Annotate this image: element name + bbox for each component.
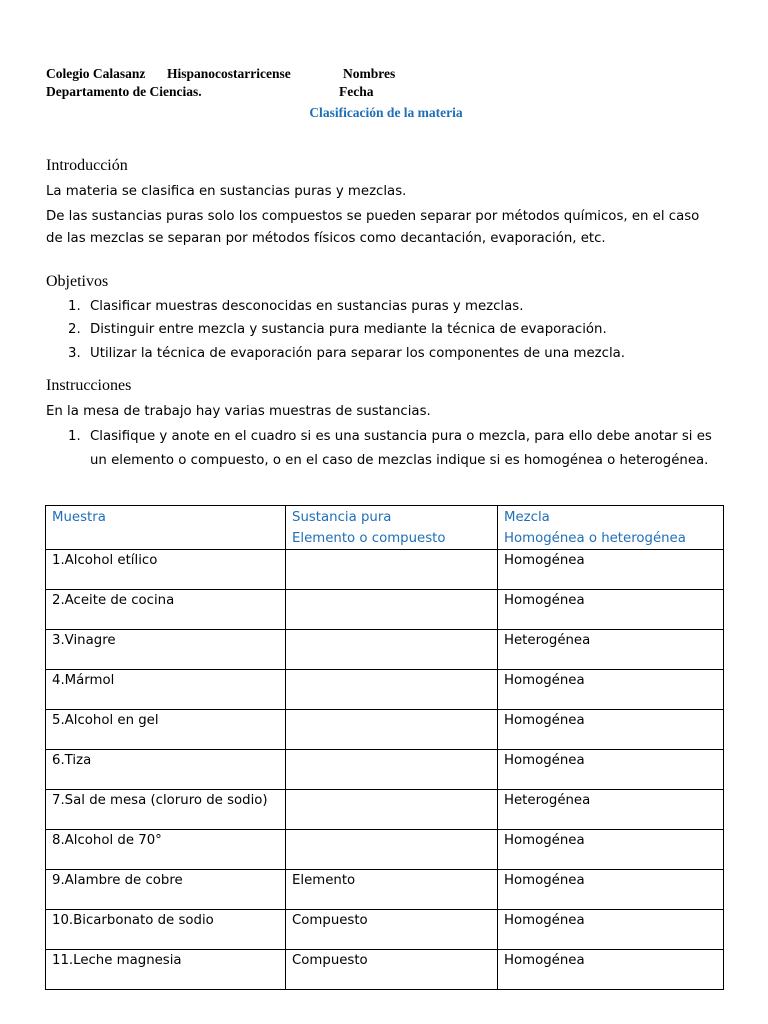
cell-pure: Compuesto	[286, 910, 498, 950]
cell-pure	[286, 830, 498, 870]
school-name: Colegio Calasanz	[46, 66, 146, 81]
table-row	[46, 830, 724, 870]
cell-mixture: Homogénea	[498, 710, 724, 750]
cell-mixture: Heterogénea	[498, 630, 724, 670]
objective-text: Clasificar muestras desconocidas en sustancias puras y mezclas.	[90, 299, 524, 314]
introduction-paragraph-2-line-1: De las sustancias puras solo los compuestos se pueden separar por métodos químicos, en el caso	[46, 209, 700, 224]
header-mixture	[498, 506, 724, 550]
objective-item	[68, 299, 523, 314]
cell-sample: 8.Alcohol de 70°	[46, 830, 286, 870]
table-header-row	[46, 506, 724, 550]
instruction-text: Clasifique y anote en el cuadro si es una sustancia pura o mezcla, para ello debe anotar si es un elemento o compuesto, o en el caso de mezclas indique si es homogénea o heterogénea.	[90, 429, 712, 468]
objectives-heading: Objetivos	[46, 273, 109, 290]
objective-number: 3.	[68, 346, 81, 361]
table-row	[46, 670, 724, 710]
header-mixture-line-1: Mezcla	[504, 510, 550, 525]
cell-pure	[286, 590, 498, 630]
cell-pure	[286, 630, 498, 670]
cell-pure	[286, 550, 498, 590]
cell-mixture: Homogénea	[498, 750, 724, 790]
objective-number: 1.	[68, 299, 81, 314]
table-row	[46, 950, 724, 990]
instruction-number: 1.	[68, 429, 81, 444]
cell-pure	[286, 790, 498, 830]
school-name-2: Hispanocostarricense	[167, 66, 291, 81]
header-pure-substance-line-2: Elemento o compuesto	[292, 531, 446, 546]
table-row	[46, 590, 724, 630]
cell-sample: 3.Vinagre	[46, 630, 286, 670]
table-row	[46, 710, 724, 750]
instruction-item	[68, 425, 728, 472]
objective-text: Utilizar la técnica de evaporación para separar los componentes de una mezcla.	[90, 346, 626, 361]
table-row	[46, 630, 724, 670]
cell-sample: 4.Mármol	[46, 670, 286, 710]
cell-mixture: Homogénea	[498, 830, 724, 870]
cell-pure	[286, 670, 498, 710]
instructions-intro: En la mesa de trabajo hay varias muestras de sustancias.	[46, 404, 431, 419]
date-label: Fecha	[339, 84, 374, 99]
names-label: Nombres	[343, 66, 396, 81]
table-row	[46, 750, 724, 790]
table-row	[46, 910, 724, 950]
cell-mixture: Homogénea	[498, 670, 724, 710]
cell-sample: 7.Sal de mesa (cloruro de sodio)	[46, 790, 286, 830]
department-name: Departamento de Ciencias.	[46, 84, 202, 99]
introduction-paragraph-2-line-2: de las mezclas se separan por métodos físicos como decantación, evaporación, etc.	[46, 231, 606, 246]
cell-mixture: Homogénea	[498, 870, 724, 910]
instructions-heading: Instrucciones	[46, 377, 132, 394]
cell-mixture: Homogénea	[498, 950, 724, 990]
cell-mixture: Heterogénea	[498, 790, 724, 830]
cell-mixture: Homogénea	[498, 550, 724, 590]
cell-sample: 6.Tiza	[46, 750, 286, 790]
cell-pure: Elemento	[286, 870, 498, 910]
header-pure-substance-line-1: Sustancia pura	[292, 510, 392, 525]
cell-sample: 1.Alcohol etílico	[46, 550, 286, 590]
objective-text: Distinguir entre mezcla y sustancia pura mediante la técnica de evaporación.	[90, 322, 607, 337]
header-mixture-line-2: Homogénea o heterogénea	[504, 531, 686, 546]
header-sample	[46, 506, 286, 550]
cell-sample: 2.Aceite de cocina	[46, 590, 286, 630]
cell-pure: Compuesto	[286, 950, 498, 990]
cell-pure	[286, 750, 498, 790]
table-row	[46, 550, 724, 590]
cell-sample: 5.Alcohol en gel	[46, 710, 286, 750]
table-row	[46, 790, 724, 830]
introduction-heading: Introducción	[46, 157, 128, 174]
objective-item	[68, 322, 607, 337]
cell-mixture: Homogénea	[498, 910, 724, 950]
header-pure-substance	[286, 506, 498, 550]
cell-pure	[286, 710, 498, 750]
table-row	[46, 870, 724, 910]
cell-sample: 11.Leche magnesia	[46, 950, 286, 990]
classification-table	[45, 505, 724, 990]
cell-mixture: Homogénea	[498, 590, 724, 630]
cell-sample: 10.Bicarbonato de sodio	[46, 910, 286, 950]
header-sample-label: Muestra	[52, 510, 106, 525]
document-title: Clasificación de la materia	[309, 105, 463, 120]
objective-number: 2.	[68, 322, 81, 337]
introduction-paragraph-1: La materia se clasifica en sustancias puras y mezclas.	[46, 184, 407, 199]
objective-item	[68, 346, 625, 361]
cell-sample: 9.Alambre de cobre	[46, 870, 286, 910]
